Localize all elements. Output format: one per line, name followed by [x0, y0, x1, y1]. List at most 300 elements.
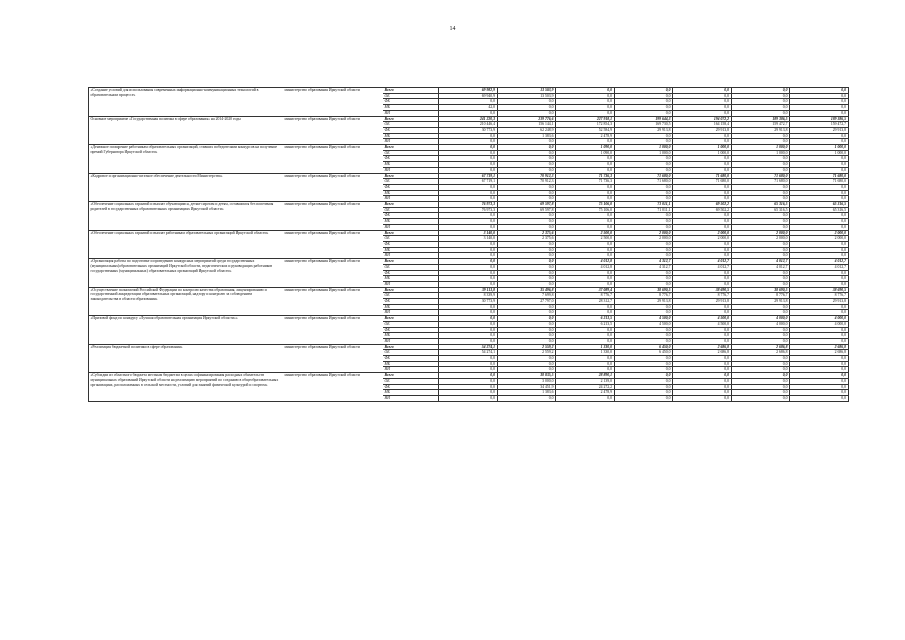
amount-cell: 210 446,4 — [439, 122, 498, 128]
amount-cell: 71 680,0 — [790, 173, 849, 179]
executor-name: министерство образования Иркутской области — [283, 373, 383, 402]
amount-cell: 30 773,9 — [439, 299, 498, 305]
amount-cell: 4 500,0 — [614, 321, 673, 327]
amount-cell: 0,0 — [614, 162, 673, 168]
amount-cell: 52 584,9 — [556, 127, 615, 133]
funding-source: ОБ — [383, 179, 439, 185]
amount-cell: 0,0 — [614, 88, 673, 94]
amount-cell: 0,0 — [790, 378, 849, 384]
amount-cell: 0,0 — [731, 338, 790, 344]
amount-cell: 0,0 — [497, 356, 556, 362]
amount-cell: 0,0 — [439, 145, 498, 151]
amount-cell: 1 330,0 — [556, 344, 615, 350]
amount-cell: 4 012,7 — [673, 259, 732, 265]
amount-cell: 0,0 — [673, 99, 732, 105]
measure-name: «Создание условий для использования современных информационно-коммуникационных технологий в образовательном процессе» — [89, 88, 283, 117]
amount-cell: 164 158,4 — [673, 122, 732, 128]
funding-source: МБ — [383, 247, 439, 253]
executor-name: министерство образования Иркутской области — [283, 88, 383, 117]
amount-cell: 0,0 — [556, 105, 615, 111]
amount-cell: 0,0 — [497, 276, 556, 282]
amount-cell: 67 719,1 — [439, 179, 498, 185]
amount-cell: 0,0 — [497, 281, 556, 287]
amount-cell: 0,0 — [439, 270, 498, 276]
amount-cell: 71 736,3 — [556, 179, 615, 185]
funding-source: Всего — [383, 316, 439, 322]
amount-cell: 0,0 — [614, 196, 673, 202]
amount-cell: 0,0 — [731, 390, 790, 396]
amount-cell: 0,0 — [673, 276, 732, 282]
amount-cell: 0,0 — [439, 150, 498, 156]
executor-name: министерство образования Иркутской области — [283, 173, 383, 202]
amount-cell: 0,0 — [731, 93, 790, 99]
amount-cell: 71 680,0 — [790, 179, 849, 185]
amount-cell: 4 012,7 — [790, 264, 849, 270]
amount-cell: 0,0 — [790, 139, 849, 145]
amount-cell: 2 478,9 — [556, 390, 615, 396]
amount-cell: 0,0 — [497, 304, 556, 310]
amount-cell: 0,0 — [731, 105, 790, 111]
amount-cell: 0,0 — [439, 156, 498, 162]
amount-cell: 0,0 — [790, 219, 849, 225]
amount-cell: 0,0 — [614, 361, 673, 367]
amount-cell: 0,0 — [790, 304, 849, 310]
amount-cell: 34 451,9 — [497, 384, 556, 390]
amount-cell: 4 312,7 — [614, 264, 673, 270]
amount-cell: 67 719,1 — [439, 173, 498, 179]
amount-cell: 71 680,0 — [731, 173, 790, 179]
funding-source: МБ — [383, 219, 439, 225]
amount-cell: 0,0 — [614, 338, 673, 344]
amount-cell: 0,0 — [497, 259, 556, 265]
executor-name: министерство образования Иркутской области — [283, 344, 383, 373]
amount-cell: 0,0 — [790, 99, 849, 105]
amount-cell: 0,0 — [497, 241, 556, 247]
amount-cell: 29 913,8 — [731, 299, 790, 305]
amount-cell: 0,0 — [439, 310, 498, 316]
funding-source: ФБ — [383, 384, 439, 390]
funding-source: ИИ — [383, 253, 439, 259]
amount-cell: 0,0 — [614, 219, 673, 225]
amount-cell: 69 982,9 — [439, 88, 498, 94]
funding-source: МБ — [383, 105, 439, 111]
amount-cell: 0,0 — [556, 224, 615, 230]
amount-cell: 0,0 — [790, 241, 849, 247]
measure-name: Основное мероприятие «Государственная политика в сфере образования» на 2014-2020 годы — [89, 116, 283, 145]
amount-cell: 7 699,8 — [497, 293, 556, 299]
amount-cell: 0,0 — [673, 88, 732, 94]
amount-cell: 2 000,0 — [790, 236, 849, 242]
amount-cell: 65 316,5 — [731, 202, 790, 208]
amount-cell: 8 339,9 — [439, 293, 498, 299]
amount-cell: 0,0 — [439, 224, 498, 230]
funding-source: МБ — [383, 162, 439, 168]
measure-name: «Обеспечение социальных гарантий и выплат обучающимся, детям-сиротам и детям, оставшимся без попечения родителей в государственных образовательных организациях Иркутской области» — [89, 202, 283, 231]
amount-cell: 0,0 — [556, 247, 615, 253]
amount-cell: 0,0 — [439, 247, 498, 253]
amount-cell: 0,0 — [556, 139, 615, 145]
amount-cell: 0,0 — [439, 196, 498, 202]
amount-cell: 0,0 — [439, 281, 498, 287]
amount-cell: 0,0 — [556, 395, 615, 401]
amount-cell: 76 973,3 — [439, 207, 498, 213]
amount-cell: 0,0 — [497, 99, 556, 105]
amount-cell: 0,0 — [614, 276, 673, 282]
funding-source: ИИ — [383, 395, 439, 401]
amount-cell: 0,0 — [497, 167, 556, 173]
amount-cell: 0,0 — [497, 253, 556, 259]
amount-cell: 4 012,7 — [731, 259, 790, 265]
amount-cell: 0,0 — [790, 281, 849, 287]
amount-cell: 0,0 — [439, 333, 498, 339]
amount-cell: 0,0 — [790, 190, 849, 196]
amount-cell: 0,0 — [439, 338, 498, 344]
amount-cell: 29 913,8 — [673, 127, 732, 133]
funding-source: ИИ — [383, 110, 439, 116]
amount-cell: 0,0 — [439, 139, 498, 145]
amount-cell: 4 012,8 — [556, 259, 615, 265]
amount-cell: 0,0 — [731, 133, 790, 139]
amount-cell: 0,0 — [556, 162, 615, 168]
funding-source: ОБ — [383, 207, 439, 213]
amount-cell: 2 500,0 — [556, 236, 615, 242]
amount-cell: 38 690,5 — [614, 287, 673, 293]
amount-cell: 0,0 — [731, 276, 790, 282]
amount-cell: 0,0 — [556, 276, 615, 282]
funding-source: Всего — [383, 259, 439, 265]
amount-cell: 0,0 — [731, 281, 790, 287]
amount-cell: 0,0 — [731, 99, 790, 105]
amount-cell: 71 680,0 — [731, 179, 790, 185]
executor-name: министерство образования Иркутской области — [283, 145, 383, 174]
amount-cell: 0,0 — [790, 384, 849, 390]
amount-cell: 0,0 — [673, 190, 732, 196]
amount-cell: 0,0 — [439, 378, 498, 384]
amount-cell: 0,0 — [731, 110, 790, 116]
amount-cell: 0,0 — [497, 190, 556, 196]
amount-cell: 35 496,8 — [497, 287, 556, 293]
amount-cell: 0,0 — [614, 356, 673, 362]
measure-name: «Денежное поощрение работникам образовательных организаций, ставших победителями конкурсов на получение премий Губернатора Иркутской области» — [89, 145, 283, 174]
amount-cell: 0,0 — [497, 338, 556, 344]
amount-cell: 0,0 — [556, 333, 615, 339]
amount-cell: 0,0 — [673, 110, 732, 116]
amount-cell: 65 316,5 — [790, 202, 849, 208]
amount-cell: 0,0 — [439, 167, 498, 173]
amount-cell: 169 730,5 — [614, 122, 673, 128]
amount-cell: 0,0 — [556, 338, 615, 344]
funding-source: МБ — [383, 190, 439, 196]
amount-cell: 0,0 — [673, 361, 732, 367]
amount-cell: 0,0 — [673, 162, 732, 168]
funding-source: ФБ — [383, 299, 439, 305]
amount-cell: 0,0 — [673, 253, 732, 259]
amount-cell: 0,0 — [556, 213, 615, 219]
amount-cell: 0,0 — [673, 156, 732, 162]
amount-cell: 0,0 — [731, 367, 790, 373]
amount-cell: 0,0 — [556, 367, 615, 373]
funding-source: ОБ — [383, 93, 439, 99]
amount-cell: 1 000,0 — [673, 145, 732, 151]
amount-cell: 2 000,0 — [731, 236, 790, 242]
amount-cell: 0,0 — [439, 304, 498, 310]
amount-cell: 0,0 — [497, 105, 556, 111]
amount-cell: 2 000,0 — [673, 230, 732, 236]
amount-cell: 0,0 — [556, 99, 615, 105]
amount-cell: 2 375,6 — [497, 236, 556, 242]
amount-cell: 0,0 — [673, 139, 732, 145]
amount-cell: 0,0 — [497, 367, 556, 373]
amount-cell: 0,0 — [731, 356, 790, 362]
funding-source: ФБ — [383, 213, 439, 219]
amount-cell: 4 012,7 — [731, 264, 790, 270]
funding-source: ИИ — [383, 139, 439, 145]
funding-source: ОБ — [383, 122, 439, 128]
amount-cell: 2 686,8 — [790, 350, 849, 356]
amount-cell: 1 383,6 — [497, 133, 556, 139]
amount-cell: 0,0 — [790, 196, 849, 202]
amount-cell: 4 012,7 — [790, 259, 849, 265]
amount-cell: 1 000,0 — [790, 145, 849, 151]
funding-source: Всего — [383, 145, 439, 151]
funding-source: ФБ — [383, 356, 439, 362]
amount-cell: 4 500,0 — [614, 316, 673, 322]
amount-cell: 0,0 — [556, 361, 615, 367]
amount-cell: 2 139,0 — [556, 378, 615, 384]
amount-cell: 0,0 — [731, 219, 790, 225]
amount-cell: 0,0 — [439, 356, 498, 362]
amount-cell: 219 776,6 — [497, 116, 556, 122]
amount-cell: 65 316,5 — [731, 207, 790, 213]
amount-cell: 0,0 — [673, 378, 732, 384]
amount-cell: 189 386,5 — [731, 116, 790, 122]
measure-name: «Призовой фонд по конкурсу «Лучшая образовательная организация Иркутской области»» — [89, 316, 283, 345]
amount-cell: 0,0 — [556, 327, 615, 333]
funding-source: ОБ — [383, 350, 439, 356]
amount-cell: 0,0 — [439, 373, 498, 379]
amount-cell: 0,0 — [497, 310, 556, 316]
amount-cell: 0,0 — [556, 281, 615, 287]
amount-cell: 0,0 — [614, 105, 673, 111]
amount-cell: 29 913,8 — [673, 299, 732, 305]
amount-cell: 0,0 — [731, 270, 790, 276]
amount-cell: 2 686,8 — [673, 350, 732, 356]
amount-cell: 13 503,9 — [497, 93, 556, 99]
amount-cell: 0,0 — [439, 253, 498, 259]
amount-cell: 4 012,8 — [556, 264, 615, 270]
amount-cell: 0,0 — [790, 224, 849, 230]
amount-cell: 0,0 — [673, 247, 732, 253]
amount-cell: 0,0 — [497, 196, 556, 202]
executor-name: министерство образования Иркутской области — [283, 316, 383, 345]
page-number: 14 — [449, 26, 456, 32]
amount-cell: 0,0 — [556, 196, 615, 202]
funding-source: МБ — [383, 304, 439, 310]
funding-source: ФБ — [383, 241, 439, 247]
amount-cell: 0,0 — [731, 378, 790, 384]
amount-cell: 0,0 — [673, 356, 732, 362]
amount-cell: 0,0 — [614, 395, 673, 401]
amount-cell: 2 686,8 — [673, 344, 732, 350]
funding-source: Всего — [383, 230, 439, 236]
amount-cell: 0,0 — [731, 333, 790, 339]
amount-cell: 0,0 — [439, 395, 498, 401]
amount-cell: 0,0 — [497, 333, 556, 339]
amount-cell: 3 000,0 — [497, 378, 556, 384]
amount-cell: 1 000,0 — [731, 145, 790, 151]
amount-cell: 4 000,0 — [731, 316, 790, 322]
amount-cell: 0,0 — [497, 145, 556, 151]
amount-cell: 0,0 — [497, 327, 556, 333]
amount-cell: 69 597,8 — [497, 207, 556, 213]
amount-cell: 2 375,6 — [497, 230, 556, 236]
amount-cell: 0,0 — [497, 247, 556, 253]
amount-cell: 0,0 — [614, 139, 673, 145]
amount-cell: 0,0 — [790, 356, 849, 362]
amount-cell: 1 000,0 — [614, 145, 673, 151]
measure-name: «Организация работы по подготовке и проведению конкурсных мероприятий среди государственных (муниципальных)образовательных организаций Иркутской области, педагогических и руководящих работников государственных (муниципальных) образовательных организаций Иркутской области» — [89, 259, 283, 288]
measure-name: «Реализация бюджетной политики в сфере образования» — [89, 344, 283, 373]
amount-cell: 0,0 — [614, 133, 673, 139]
amount-cell: 1 383,6 — [497, 390, 556, 396]
amount-cell: 28 890,1 — [556, 373, 615, 379]
amount-cell: 0,0 — [497, 321, 556, 327]
amount-cell: 0,0 — [439, 327, 498, 333]
executor-name: министерство образования Иркутской области — [283, 259, 383, 288]
amount-cell: 0,0 — [731, 373, 790, 379]
amount-cell: 0,0 — [731, 139, 790, 145]
funding-source: ИИ — [383, 281, 439, 287]
amount-cell: 0,0 — [497, 224, 556, 230]
amount-cell: 0,0 — [731, 156, 790, 162]
amount-cell: 159 472,7 — [790, 122, 849, 128]
funding-source: ИИ — [383, 167, 439, 173]
amount-cell: 76 973,3 — [439, 202, 498, 208]
amount-cell: 0,0 — [673, 219, 732, 225]
amount-cell: 0,0 — [497, 156, 556, 162]
amount-cell: 71 680,0 — [673, 173, 732, 179]
amount-cell: 0,0 — [556, 93, 615, 99]
amount-cell: 4 500,0 — [673, 316, 732, 322]
amount-cell: 29 913,8 — [790, 299, 849, 305]
amount-cell: 0,0 — [790, 276, 849, 282]
amount-cell: 172 854,3 — [556, 122, 615, 128]
amount-cell: 0,0 — [497, 150, 556, 156]
amount-cell: 0,0 — [790, 93, 849, 99]
amount-cell: 0,0 — [556, 156, 615, 162]
amount-cell: 0,0 — [439, 241, 498, 247]
amount-cell: 0,0 — [439, 264, 498, 270]
amount-cell: 0,0 — [673, 395, 732, 401]
amount-cell: 28 312,7 — [556, 299, 615, 305]
amount-cell: 0,0 — [790, 88, 849, 94]
amount-cell: 4 000,0 — [731, 321, 790, 327]
amount-cell: 0,0 — [439, 184, 498, 190]
amount-cell: 0,0 — [790, 270, 849, 276]
amount-cell: 0,0 — [497, 162, 556, 168]
amount-cell: 0,0 — [673, 184, 732, 190]
amount-cell: 2 686,8 — [731, 350, 790, 356]
funding-source: ФБ — [383, 327, 439, 333]
amount-cell: 2 000,0 — [614, 230, 673, 236]
amount-cell: 2 478,9 — [556, 133, 615, 139]
amount-cell: 0,0 — [614, 253, 673, 259]
amount-cell: 199 644,3 — [614, 116, 673, 122]
amount-cell: 0,0 — [673, 338, 732, 344]
amount-cell: 189 386,5 — [790, 116, 849, 122]
amount-cell: 0,0 — [614, 93, 673, 99]
amount-cell: 0,0 — [790, 333, 849, 339]
amount-cell: 0,0 — [556, 88, 615, 94]
amount-cell: 0,0 — [673, 196, 732, 202]
amount-cell: 6 450,0 — [614, 344, 673, 350]
amount-cell: 0,0 — [790, 361, 849, 367]
amount-cell: 0,0 — [439, 276, 498, 282]
amount-cell: 0,0 — [614, 378, 673, 384]
amount-cell: 1 090,0 — [556, 150, 615, 156]
amount-cell: 4 500,0 — [673, 321, 732, 327]
amount-cell: 6 450,0 — [614, 350, 673, 356]
funding-source: МБ — [383, 276, 439, 282]
amount-cell: 0,0 — [673, 310, 732, 316]
amount-cell: 0,0 — [731, 304, 790, 310]
amount-cell: 0,0 — [497, 213, 556, 219]
funding-source: Всего — [383, 373, 439, 379]
amount-cell: 0,0 — [497, 219, 556, 225]
amount-cell: 0,0 — [614, 190, 673, 196]
amount-cell: 0,0 — [497, 395, 556, 401]
funding-source: ОБ — [383, 378, 439, 384]
amount-cell: 0,0 — [439, 384, 498, 390]
amount-cell: 0,0 — [790, 162, 849, 168]
measure-name: «Осуществление полномочий Российской Федерации по контролю качества образования, лицензированию и государственной аккредитации образовательных организаций, надзору и контролю за соблюдением законодательства в области образования» — [89, 287, 283, 316]
funding-source: ИИ — [383, 310, 439, 316]
amount-cell: 69 502,2 — [673, 202, 732, 208]
amount-cell: 0,0 — [673, 213, 732, 219]
amount-cell: 0,0 — [790, 338, 849, 344]
amount-cell: 0,0 — [614, 156, 673, 162]
amount-cell: 0,0 — [673, 241, 732, 247]
amount-cell: 0,0 — [439, 390, 498, 396]
funding-source: Всего — [383, 287, 439, 293]
amount-cell: 0,0 — [556, 190, 615, 196]
amount-cell: 13 503,9 — [497, 88, 556, 94]
amount-cell: 6 213,5 — [556, 321, 615, 327]
funding-source: МБ — [383, 390, 439, 396]
amount-cell: 0,0 — [790, 184, 849, 190]
budget-table — [88, 87, 849, 402]
measure-name: «Субсидии из областного бюджета местным бюджетам в целях софинансирования расходных обязательств муниципальных образований Иркутской области на реализацию мероприятий по созданию в общеобразовательных организациях, расположенных в сельской местности, условий для занятий физической культурой и спортом» — [89, 373, 283, 402]
amount-cell: 0,0 — [556, 270, 615, 276]
amount-cell: 0,0 — [731, 196, 790, 202]
amount-cell: 0,0 — [556, 253, 615, 259]
funding-source: ИИ — [383, 196, 439, 202]
amount-cell: 0,0 — [731, 224, 790, 230]
amount-cell: 0,0 — [497, 316, 556, 322]
amount-cell: 0,0 — [614, 99, 673, 105]
amount-cell: 0,0 — [790, 167, 849, 173]
amount-cell: 0,0 — [439, 259, 498, 265]
amount-cell: 37 089,4 — [556, 287, 615, 293]
amount-cell: 1 330,0 — [556, 350, 615, 356]
amount-cell: 194 072,2 — [673, 116, 732, 122]
amount-cell: 0,0 — [439, 110, 498, 116]
amount-cell: 0,0 — [673, 224, 732, 230]
amount-cell: 71 680,0 — [614, 173, 673, 179]
amount-cell: 1 000,0 — [673, 150, 732, 156]
amount-cell: 0,0 — [439, 361, 498, 367]
funding-source: ОБ — [383, 150, 439, 156]
